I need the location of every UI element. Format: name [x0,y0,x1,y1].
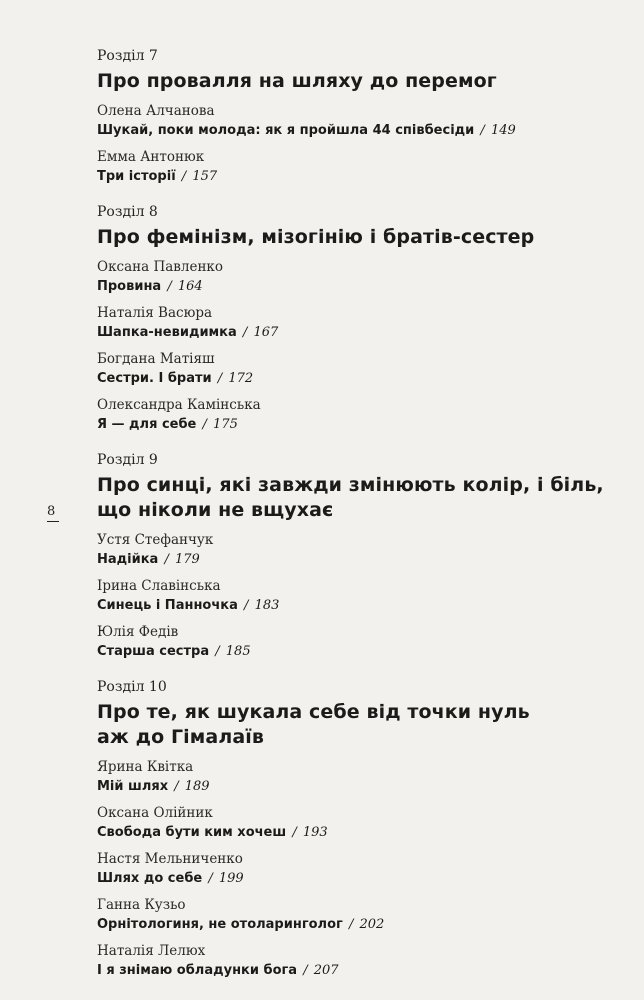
entry-title-line [97,323,617,342]
entry-author: Ярина Квітка [97,759,194,775]
section-title: Про фемінізм, мізогінію і братів-сестер [97,226,535,248]
entry-title-line [97,596,617,615]
entry-title-line [97,915,617,934]
toc-entry[interactable] [97,148,617,186]
section-9 [97,450,617,661]
page-separator: / [242,325,248,340]
page-separator: / [244,598,249,613]
table-of-contents [97,46,617,988]
section-title-line: аж до Гімалаїв [97,726,265,748]
entry-author: Богдана Матіяш [97,351,215,367]
entry-title: Мій шлях [97,779,169,794]
entry-title: Шукай, поки молода: як я пройшла 44 співбесіди [97,123,475,138]
page-separator: / [202,417,207,432]
entry-title-line [97,823,617,842]
toc-entry[interactable] [97,942,617,980]
page-separator: / [217,371,223,386]
entry-title-line [97,642,617,661]
entry-title-line [97,369,617,388]
entry-author: Наталія Васюра [97,305,213,321]
entry-author: Ірина Славінська [97,578,221,594]
entry-author: Емма Антонюк [97,149,205,165]
entry-page-number: 179 [174,552,200,567]
entry-title: Шлях до себе [97,871,203,886]
entry-page-number: 199 [218,871,244,886]
section-label: Розділ 7 [97,48,158,64]
entry-page-number: 183 [254,598,280,613]
entry-title-line [97,961,617,980]
entry-title-line [97,777,617,796]
toc-entry[interactable] [97,396,617,434]
toc-entry[interactable] [97,623,617,661]
entry-title: Я — для себе [97,417,197,432]
entry-page-number: 172 [228,371,254,386]
entry-page-number: 149 [490,123,516,138]
entry-author: Оксана Олійник [97,805,213,821]
entry-title-line [97,869,617,888]
entry-author: Наталія Лелюх [97,943,206,959]
page-number: 8 [47,504,56,519]
toc-entry[interactable] [97,577,617,615]
entry-page-number: 189 [184,779,210,794]
page-separator: / [167,279,172,294]
entry-title: Орнітологиня, не отоларинголог [97,917,343,932]
toc-entry[interactable] [97,304,617,342]
section-title-line: що ніколи не вщухає [97,499,334,521]
entry-page-number: 193 [302,825,328,840]
page-separator: / [292,825,297,840]
entry-page-number: 202 [359,917,385,932]
page-separator: / [208,871,213,886]
entry-author: Устя Стефанчук [97,532,214,548]
entry-page-number: 207 [313,963,339,978]
entry-title: Свобода бути ким хочеш [97,825,287,840]
page-separator: / [215,644,220,659]
entry-title: Сестри. І брати [97,371,212,386]
toc-entry[interactable] [97,350,617,388]
section-label: Розділ 10 [97,679,167,695]
entry-title: І я знімаю обладунки бога [97,963,298,978]
section-label: Розділ 9 [97,452,158,468]
entry-title: Синець і Панночка [97,598,238,613]
section-title [97,473,617,523]
entry-title-line [97,277,617,296]
page-number-underline [47,521,59,522]
entry-title: Шапка-невидимка [97,325,237,340]
entry-page-number: 167 [253,325,279,340]
toc-entry[interactable] [97,102,617,140]
entry-title: Провина [97,279,162,294]
page-separator: / [164,552,169,567]
section-title [97,700,617,750]
section-title-line: Про синці, які завжди змінюють колір, і біль, [97,474,604,496]
entry-title-line [97,121,617,140]
toc-entry[interactable] [97,758,617,796]
entry-author: Юлія Федів [97,624,179,640]
page-separator: / [480,123,485,138]
page-separator: / [348,917,354,932]
entry-author: Ганна Кузьо [97,897,186,913]
section-title-line: Про те, як шукала себе від точки нуль [97,701,530,723]
entry-page-number: 164 [177,279,203,294]
page-separator: / [303,963,308,978]
section-title: Про провалля на шляху до перемог [97,70,497,92]
entry-page-number: 175 [213,417,238,432]
page-separator: / [174,779,179,794]
entry-title: Три історії [97,169,176,184]
entry-title-line [97,415,617,434]
entry-title-line [97,167,617,186]
toc-entry[interactable] [97,531,617,569]
page-separator: / [181,169,187,184]
section-label: Розділ 8 [97,204,158,220]
section-10 [97,677,617,980]
section-7 [97,46,617,186]
toc-entry[interactable] [97,804,617,842]
section-8 [97,202,617,434]
entry-title: Старша сестра [97,644,210,659]
entry-title: Надійка [97,552,159,567]
entry-title-line [97,550,617,569]
entry-author: Оксана Павленко [97,259,224,275]
entry-author: Олександра Камінська [97,397,261,413]
entry-page-number: 185 [225,644,251,659]
entry-author: Настя Мельниченко [97,851,243,867]
toc-entry[interactable] [97,896,617,934]
entry-page-number: 157 [192,169,218,184]
toc-entry[interactable] [97,850,617,888]
entry-author: Олена Алчанова [97,103,215,119]
toc-entry[interactable] [97,258,617,296]
